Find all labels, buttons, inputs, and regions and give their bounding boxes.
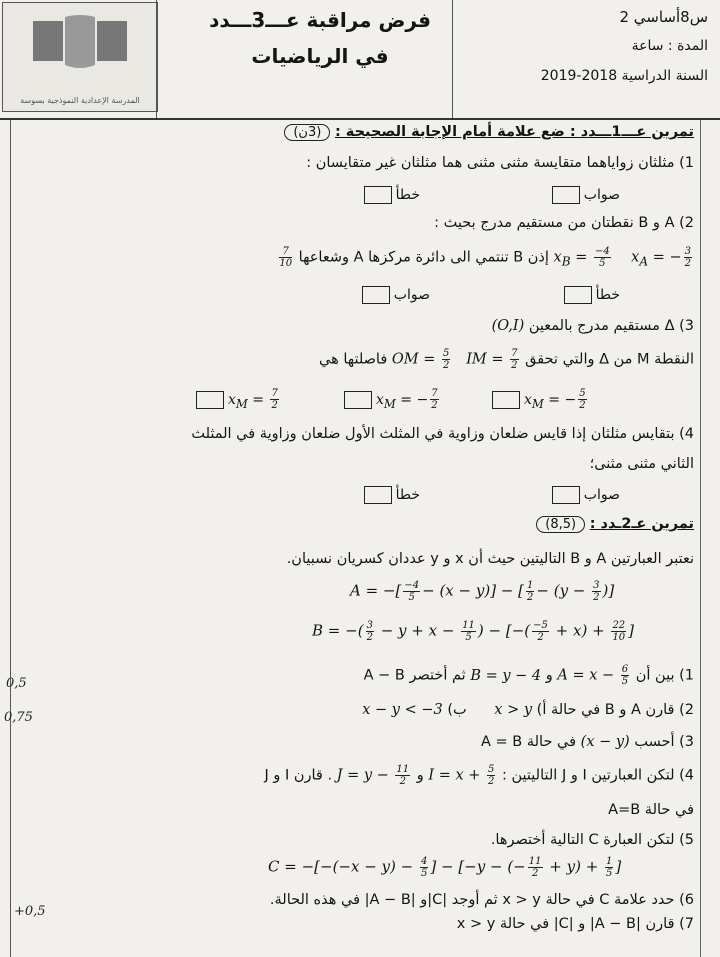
q1-a: A = x − $\frac{6}{5}$ <box>557 664 629 687</box>
expression-c: C = −[−(−x − y) − $\frac{4}{5}$ ] − [−y − (− $\frac{11}{2}$ + y) + $\frac{1}{5}$ ] <box>268 856 622 879</box>
duration: المدة : ساعة <box>631 38 708 54</box>
false-label: خطأ <box>595 287 620 303</box>
ex1-q3-cond <box>319 348 694 371</box>
q3-basis: (O,I) <box>491 318 525 334</box>
margin-mark: 0,5 <box>6 676 27 691</box>
q3-text: 3) أحسب <box>634 734 694 750</box>
ex2-q3 <box>481 734 694 750</box>
q3-text: 3) Δ مستقيم مدرج بالمعين <box>528 318 694 334</box>
right-margin-line <box>700 120 701 957</box>
class-label: س8أساسي 2 <box>619 8 708 26</box>
q2-text: 2) قارن A و B في حالة أ) <box>536 702 694 718</box>
true-label: صواب <box>393 287 430 303</box>
ex2-q7: 7) قارن |A − B| و |C| في حالة x > y <box>456 916 694 932</box>
q3-im: IM = $\frac{7}{2}$ <box>466 348 518 371</box>
ex1-q2-false <box>560 286 620 304</box>
ex1-q1-true <box>548 186 620 204</box>
q2-case-b: x − y < −3 <box>362 702 443 718</box>
ex2-title: تمرين عـ2ـدد : <box>589 516 694 532</box>
ex2-q4 <box>264 764 694 787</box>
margin-line <box>10 120 11 957</box>
ex1-score: (3ن) <box>284 124 330 141</box>
answer-box[interactable] <box>196 391 224 409</box>
ex1-q4-b: الثاني مثنى مثنى؛ <box>589 456 694 472</box>
ex1-heading <box>278 124 694 141</box>
school-name: المدرسة الإعدادية النموذجية بسوسة <box>20 96 140 105</box>
ex2-heading <box>530 516 694 533</box>
ex1-q1-false <box>360 186 420 204</box>
q1-text: 1) بين أن <box>635 667 694 684</box>
q1-b: B = y − 4 <box>470 667 542 684</box>
ex1-q2: 2) A و B نقطتان من مستقيم مدرج بحيث : <box>434 215 694 231</box>
ex1-q4-true <box>548 486 620 504</box>
ex2-q5: 5) لتكن العبارة C التالية أختصرها. <box>490 832 694 848</box>
ex1-title: تمرين عـــ1ـــدد : ضع علامة أمام الإجابة الصحيحة : <box>334 124 694 140</box>
q2-statement: إذن B تنتمي الى دائرة مركزها A وشعاعها <box>298 249 549 266</box>
answer-box[interactable] <box>364 186 392 204</box>
ex1-q3 <box>492 318 694 334</box>
school-logo <box>2 2 158 112</box>
expression-b: B = −( $\frac{3}{2}$ − y + x − $\frac{11}{5}$ ) − [−( $\frac{-5}{2}$ + x) + $\frac{22}{10}$ ] <box>312 620 635 643</box>
ex2-q1 <box>364 664 694 687</box>
ex1-q4: 4) بتقايس مثلثان إذا قايس ضلعان وزاوية في المثلث الأول ضلعان وزاوية في المثلث <box>191 426 694 442</box>
ex2-intro: نعتبر العبارتين A و B التاليتين حيث أن x و y عددان كسريان نسبيان. <box>286 551 694 567</box>
exam-title: فرض مراقبة عـــ3ـــدد <box>209 8 431 32</box>
header-divider <box>452 0 453 118</box>
q3-cond-text: النقطة M من Δ والتي تحقق <box>525 351 694 368</box>
answer-box[interactable] <box>362 286 390 304</box>
q3-abscissa: فاصلتها هي <box>319 351 388 368</box>
ex2-score: (8,5) <box>536 516 585 533</box>
ex1-q3-opt2: $x_M$ = − $\frac{7}{2}$ <box>340 388 441 411</box>
answer-box[interactable] <box>492 391 520 409</box>
margin-mark: +0,5 <box>14 904 46 919</box>
ex1-q1: 1) مثلثان زواياهما متقايسة مثنى مثنى هما مثلثان غير متقايسان : <box>306 155 694 171</box>
answer-box[interactable] <box>364 486 392 504</box>
q1-and: و <box>545 667 553 684</box>
ex1-q3-opt3: $x_M$ = $\frac{7}{2}$ <box>192 388 281 411</box>
answer-box[interactable] <box>552 486 580 504</box>
ex1-q2-data <box>277 246 694 269</box>
q4-i: I = x + $\frac{5}{2}$ <box>428 764 495 787</box>
q4-and: و <box>416 767 424 784</box>
q4-text: 4) لتكن العبارتين I و J التاليتين : <box>502 767 694 784</box>
header-divider <box>156 0 157 118</box>
q3-expr: (x − y) <box>580 734 630 750</box>
q2-xb: $x_B$ = $\frac{-4}{5}$ <box>553 246 610 269</box>
ex2-q4-case: في حالة A=B <box>608 802 694 818</box>
q2-radius: $\frac{7}{10}$ <box>279 246 293 269</box>
answer-box[interactable] <box>552 186 580 204</box>
ex1-q2-true <box>358 286 430 304</box>
ex1-q3-opt1: $x_M$ = − $\frac{5}{2}$ <box>488 388 589 411</box>
q2-label-b: ب) <box>447 702 467 718</box>
school-year: السنة الدراسية 2018-2019 <box>540 68 708 84</box>
ex2-q2 <box>362 702 694 718</box>
false-label: خطأ <box>395 487 420 503</box>
true-label: صواب <box>583 487 620 503</box>
q3-om: OM = $\frac{5}{2}$ <box>391 348 450 371</box>
q4-compare: . قارن I و J <box>264 767 333 784</box>
header-rule <box>0 118 720 120</box>
ex2-q6: 6) حدد علامة C في حالة x > y ثم أوجد |C|و |A − B| في هذه الحالة. <box>269 892 694 908</box>
q1-simplify: ثم أختصر A − B <box>363 667 466 684</box>
ex1-q4-false <box>360 486 420 504</box>
expression-a: A = −[ $\frac{-4}{5}$ − (x − y)] − [ $\frac{1}{2}$ − (y − $\frac{3}{2}$ )] <box>350 580 615 603</box>
q2-case-a: x > y <box>494 702 533 718</box>
answer-box[interactable] <box>564 286 592 304</box>
margin-mark: 0,75 <box>4 710 33 725</box>
answer-box[interactable] <box>344 391 372 409</box>
q3-case: في حالة A = B <box>481 734 577 750</box>
exam-subject: في الرياضيات <box>251 44 389 68</box>
q4-j: J = y − $\frac{11}{2}$ <box>336 764 410 787</box>
q2-xa: $x_A$ = − $\frac{3}{2}$ <box>631 246 691 269</box>
false-label: خطأ <box>395 187 420 203</box>
true-label: صواب <box>583 187 620 203</box>
school-logo-icon <box>25 13 135 73</box>
